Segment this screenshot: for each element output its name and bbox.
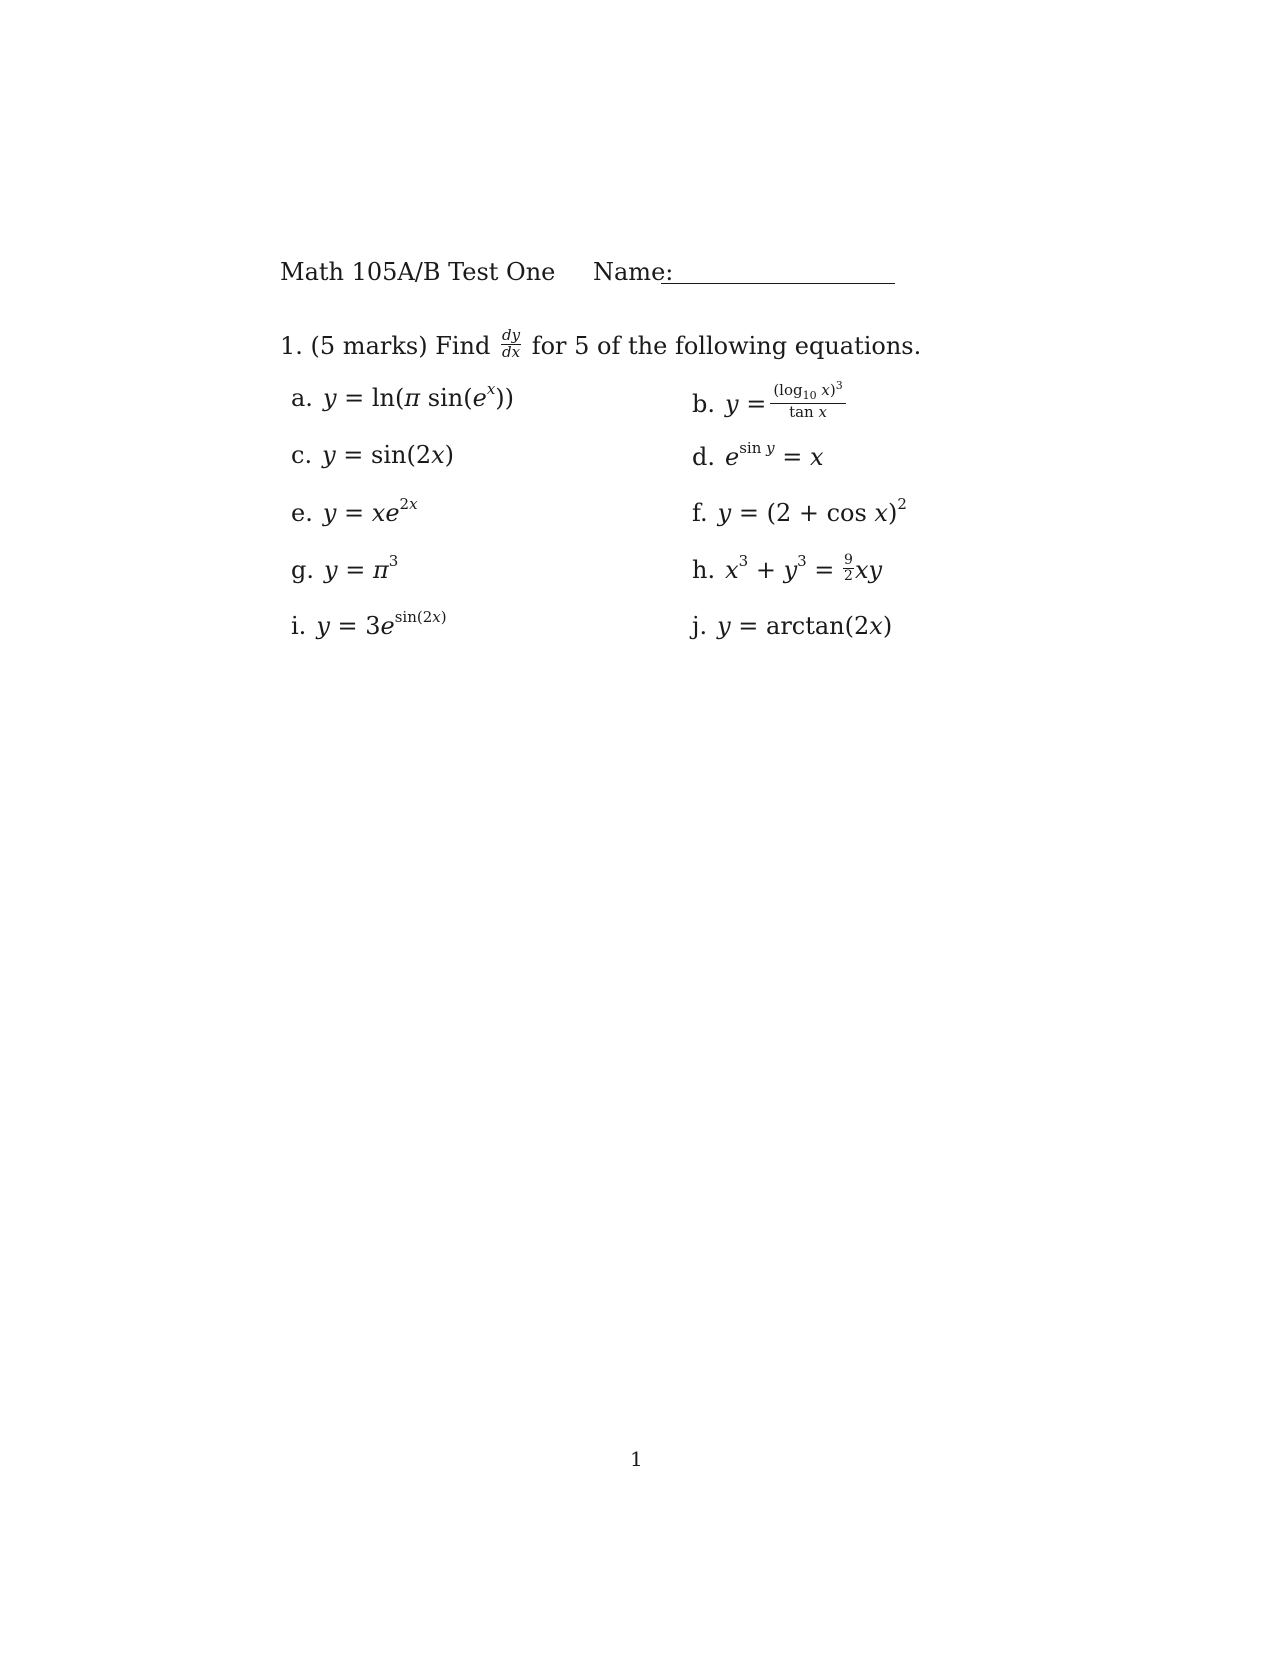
equation-math: y = arctan(2x) <box>717 612 893 640</box>
equation-label: i. <box>291 612 307 640</box>
equation-math: $y = (2 + \cos x)^2$ <box>717 495 907 527</box>
equation-j <box>692 612 892 640</box>
equation-a <box>291 380 515 412</box>
equation-f <box>692 495 907 527</box>
equation-c <box>291 441 454 469</box>
equation-math: y = ln(π $\sin(e^x)$) <box>322 380 515 412</box>
page-number: 1 <box>630 1447 643 1471</box>
equation-g <box>291 552 399 584</box>
equation-label: c. <box>291 441 313 469</box>
equation-fraction: $\frac{9}{2}$ <box>844 552 853 584</box>
equation-math: y = sin(2x) <box>322 441 455 469</box>
derivative-denominator: dx <box>502 342 521 361</box>
equation-fraction: $\frac{(\log_{10} x)^3}{\text{tan x}}$ <box>770 380 845 421</box>
equation-math: y = <box>725 389 767 418</box>
equation-math: $y = 3e^{sin(2x)}$ <box>316 608 447 640</box>
equation-label: g. <box>291 556 314 584</box>
equation-label: a. <box>291 384 313 412</box>
name-blank-line <box>661 283 895 284</box>
equation-math: $x^3 + y^3$ = <box>725 552 843 584</box>
derivative-fraction <box>501 328 521 361</box>
equation-i <box>291 608 447 640</box>
question-marks: (5 marks) Find <box>310 331 491 360</box>
equation-b <box>692 379 846 426</box>
equation-math: $y = \pi^3$ <box>324 552 399 584</box>
equation-d <box>692 439 824 471</box>
equation-math: $y = xe^{2x}$ <box>322 495 418 527</box>
derivative-numerator: dy <box>502 326 521 344</box>
equation-math: $e^{sin y} = x$ <box>725 439 824 471</box>
equation-label: h. <box>692 556 716 584</box>
test-title: Math 105A/B Test One <box>280 258 556 286</box>
equation-label: f. <box>692 499 708 527</box>
question-text: for 5 of the following equations. <box>531 331 922 360</box>
question-1 <box>280 326 922 364</box>
equation-label: d. <box>692 443 715 471</box>
equation-h: h. $x^3 + y^3$ = $\frac{9}{2}$ xy <box>692 552 883 584</box>
equation-label: b. <box>692 389 715 418</box>
question-number: 1. <box>280 331 303 360</box>
equation-label: e. <box>291 499 313 527</box>
name-label: Name: <box>593 258 674 286</box>
equation-e <box>291 495 418 527</box>
equation-label: j. <box>692 612 708 640</box>
